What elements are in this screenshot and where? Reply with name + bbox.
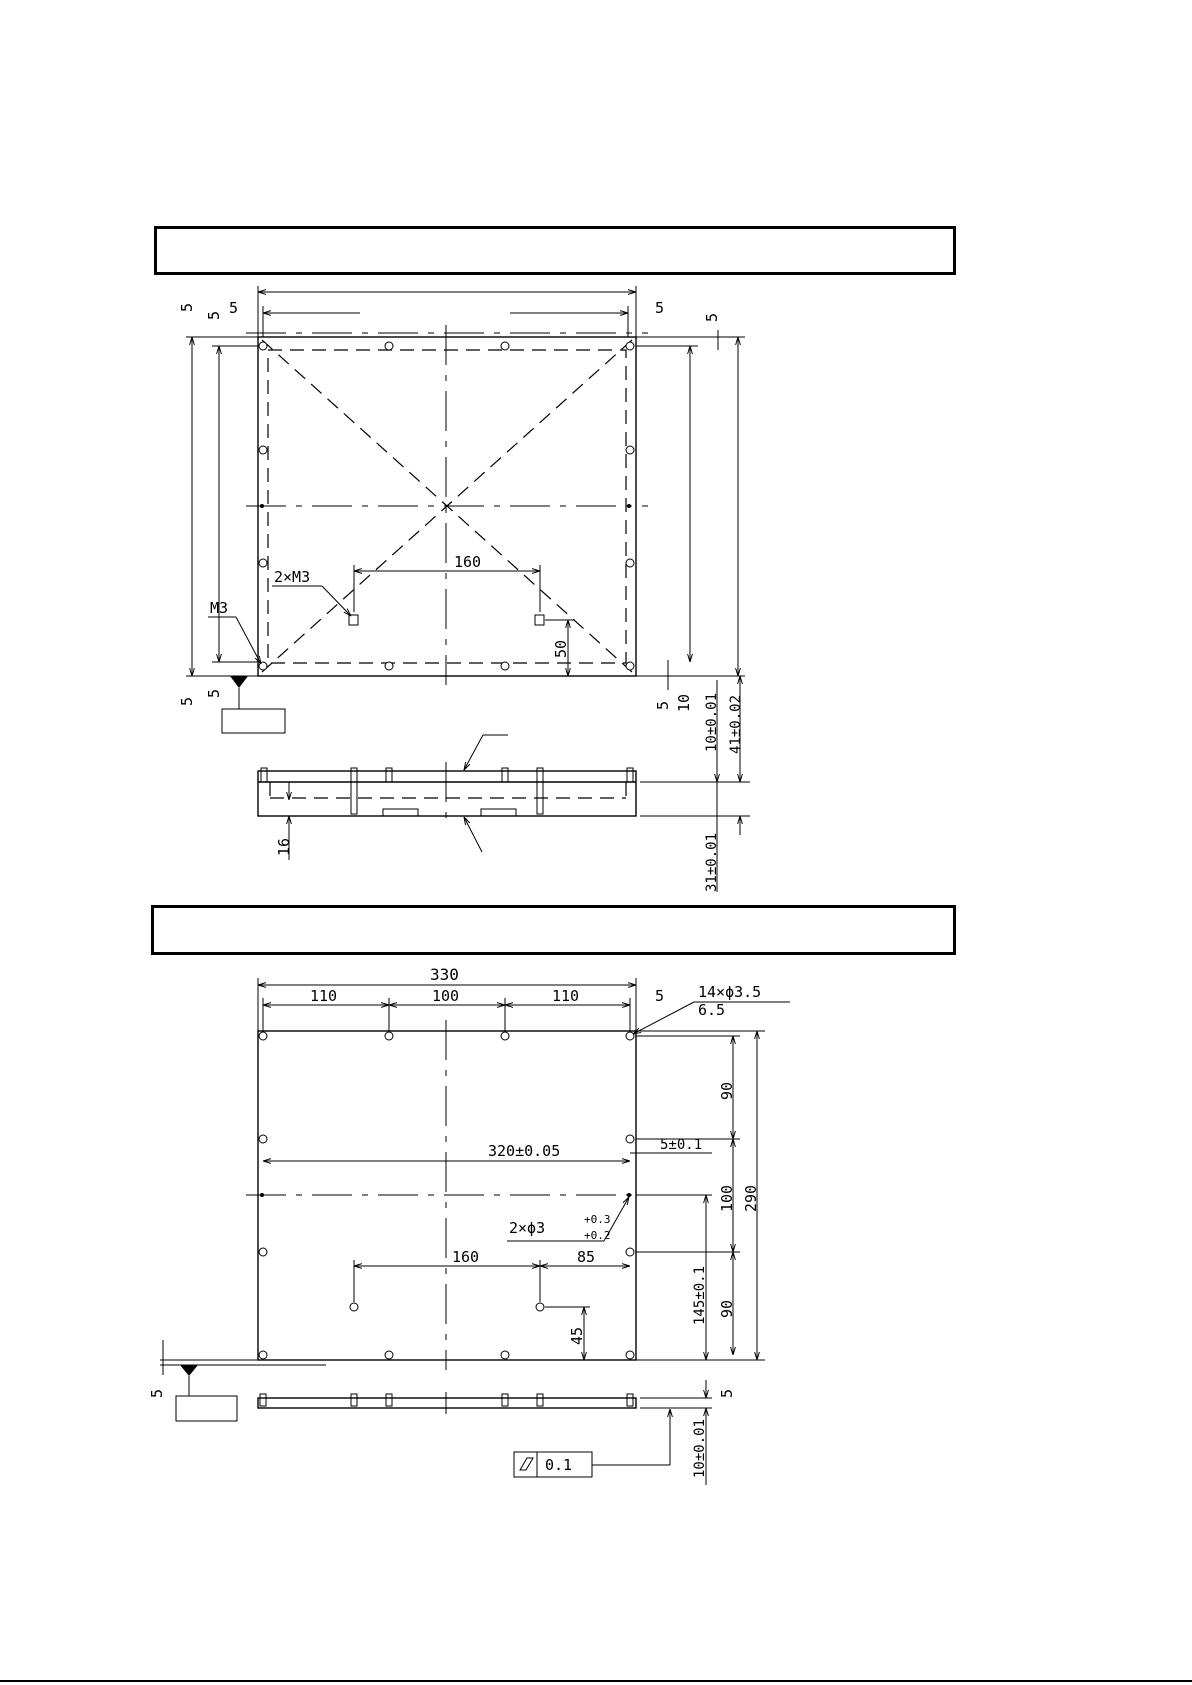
hole-marker (626, 342, 634, 350)
pin-hole-marker (260, 1193, 264, 1197)
side-screw (627, 768, 633, 782)
leader-line (464, 735, 483, 770)
dim-hole-right: 85 (577, 1248, 596, 1266)
side-screw (502, 768, 508, 782)
side-plate-outline (258, 771, 636, 816)
side-screw (537, 1394, 543, 1406)
flatness-value: 0.1 (545, 1456, 573, 1474)
side-screw (351, 1394, 357, 1406)
datum-box (176, 1396, 237, 1421)
dim-edge-hole: 5±0.1 (660, 1137, 703, 1153)
dim-seg-mid: 100 (432, 987, 460, 1005)
side-screw (261, 768, 267, 782)
dim-bottom-edge-right: 5 (718, 1388, 736, 1398)
bottom-view (148, 965, 790, 1485)
dim-thickness-top: 10±0.01 (704, 692, 720, 752)
hole-marker (259, 342, 267, 350)
dim-bottom-left-a: 5 (178, 696, 196, 706)
hole-marker (626, 446, 634, 454)
dim-seg-right: 110 (552, 987, 580, 1005)
dim-inner-span: 320±0.05 (488, 1142, 561, 1160)
hole-marker (536, 1303, 544, 1311)
hole-marker (501, 1351, 509, 1359)
dim-datum-height: 145±0.1 (692, 1265, 708, 1325)
hole-marker (385, 1032, 393, 1040)
side-screw (351, 768, 357, 814)
callout-m3: M3 (210, 599, 229, 617)
dim-bottom-right-b: 10 (675, 693, 693, 712)
side-screw (627, 1394, 633, 1406)
hole-marker (626, 1135, 634, 1143)
callout-holes-count: 14×ϕ3.5 (698, 983, 762, 1001)
dim-hole-span-bottom: 160 (452, 1248, 480, 1266)
hole-marker (501, 1032, 509, 1040)
hole-marker (259, 1248, 267, 1256)
footer-rule (0, 1680, 1192, 1682)
dim-plate-thickness: 10±0.01 (692, 1418, 708, 1478)
hole-marker (626, 559, 634, 567)
hole-marker (259, 559, 267, 567)
hole-marker (385, 1351, 393, 1359)
pin-hole-marker (627, 1193, 631, 1197)
leader-line (322, 586, 351, 616)
hole-marker (501, 662, 509, 670)
hole-marker (501, 342, 509, 350)
side-screw (386, 768, 392, 782)
datum-box (222, 709, 285, 733)
datum-triangle (180, 1365, 198, 1376)
bottom-side-plate (258, 1398, 636, 1408)
dim-overall-height: 290 (742, 1184, 760, 1212)
dim-hole-span: 160 (454, 553, 482, 571)
callout-pin-holes: 2×ϕ3 (509, 1219, 546, 1237)
dim-side-depth: 16 (275, 837, 293, 856)
dim-hole-from-bottom: 45 (568, 1326, 586, 1345)
dim-left-offset: 5 (229, 299, 239, 317)
dim-thickness-bottom: 31±0.01 (704, 832, 720, 892)
side-screw (260, 1394, 266, 1406)
side-foot (481, 809, 516, 816)
leader-line (236, 617, 261, 664)
dim-bottom-edge-left: 5 (148, 1388, 166, 1398)
dim-seg-left: 110 (310, 987, 338, 1005)
dim-pitch-mid: 100 (718, 1184, 736, 1212)
side-screw (502, 1394, 508, 1406)
callout-pin-tol-minus: +0.2 (584, 1229, 611, 1242)
hole-marker (385, 662, 393, 670)
dim-pitch-top: 90 (718, 1081, 736, 1100)
callout-holes-cbore: 6.5 (698, 1001, 726, 1019)
datum-triangle (230, 676, 248, 688)
callout-pin-tol-plus: +0.3 (584, 1213, 611, 1226)
dim-right-offset: 5 (655, 299, 665, 317)
dim-pitch-low: 90 (718, 1299, 736, 1318)
leader-line (464, 817, 482, 852)
dim-top-right: 5 (703, 312, 721, 322)
tapped-hole-marker (535, 615, 544, 625)
hole-marker (259, 1135, 267, 1143)
hole-marker (259, 446, 267, 454)
dim-top-left-b: 5 (205, 310, 223, 320)
hole-marker (260, 504, 264, 508)
leader-line (633, 1002, 694, 1034)
dim-bottom-right-a: 5 (654, 700, 672, 710)
flatness-icon (520, 1458, 533, 1470)
dim-top-left-a: 5 (178, 302, 196, 312)
dim-thickness-total: 41±0.02 (728, 694, 744, 754)
hole-marker (626, 1351, 634, 1359)
tapped-hole-marker (349, 615, 358, 625)
hole-marker (350, 1303, 358, 1311)
dim-hole-offset: 50 (552, 639, 570, 658)
hole-marker (385, 342, 393, 350)
hole-marker (626, 1248, 634, 1256)
hole-marker (259, 1032, 267, 1040)
hole-marker (626, 1032, 634, 1040)
dim-overall-width: 330 (430, 965, 459, 984)
flatness-control-frame (514, 1409, 670, 1477)
hole-marker (627, 504, 631, 508)
side-screw (386, 1394, 392, 1406)
hole-marker (626, 662, 634, 670)
dim-bottom-left-b: 5 (205, 688, 223, 698)
side-foot (383, 809, 418, 816)
hole-marker (259, 1351, 267, 1359)
top-view (178, 286, 750, 892)
side-screw (537, 768, 543, 814)
callout-2xm3: 2×M3 (274, 568, 311, 586)
dim-edge-right: 5 (655, 987, 665, 1005)
